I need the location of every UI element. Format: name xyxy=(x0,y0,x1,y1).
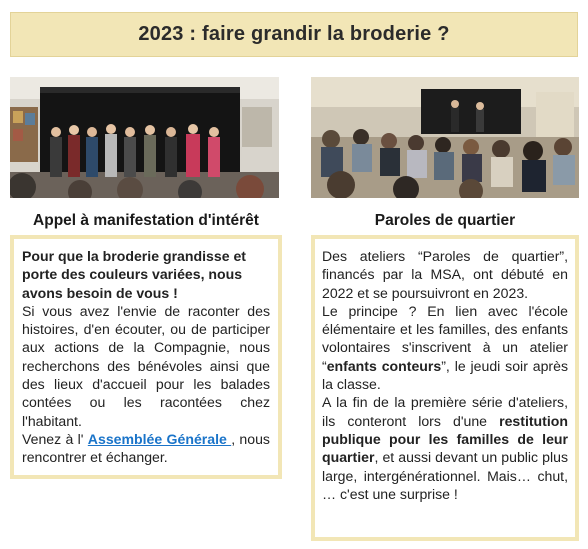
assembly-invite xyxy=(22,430,270,467)
audience-photo-image xyxy=(311,77,579,198)
rehearsal-photo-image xyxy=(10,77,279,198)
volunteer-call-box xyxy=(10,235,282,479)
left-section-title: Appel à manifestation d'intérêt xyxy=(33,212,259,229)
volunteer-call-text: Si vous avez l'envie de raconter des histoires, d'en écouter, ou de participer aux actions de la Compagnie, nous recherchons des bénévoles ainsi que des lieux d'accueil pour les balades contées ou les racontées chez l'habitant. xyxy=(22,302,270,429)
audience-photo xyxy=(311,77,579,198)
principle-bold: enfants conteurs xyxy=(326,357,442,374)
assembly-link[interactable]: Assemblée Générale xyxy=(87,430,232,447)
neighbourhood-intro: Des ateliers “Paroles de quartier”, financés par la MSA, ont débuté en 2022 et se poursuivront en 2023. xyxy=(322,248,568,301)
right-section-title: Paroles de quartier xyxy=(374,212,516,229)
finale-bold: restitution publique pour les familles de leur quartier xyxy=(322,412,568,466)
rehearsal-photo xyxy=(10,77,279,198)
finale-text-end: , et aussi devant un public plus large, intergénérationnel. Mais… chut, … c'est une surprise ! xyxy=(322,449,568,502)
neighbourhood-principle xyxy=(322,302,568,393)
neighbourhood-box xyxy=(311,235,579,541)
assembly-invite-after: , nous rencontrer et échanger. xyxy=(22,430,270,466)
neighbourhood-finale xyxy=(322,393,568,503)
principle-text-end: ”, le jeudi soir après la classe. xyxy=(322,357,569,393)
title-banner xyxy=(10,12,578,57)
page-title: 2023 : faire grandir la broderie ? xyxy=(138,23,450,45)
principle-text: Le principe ? En lien avec l'école élémentaire et les familles, des enfants volontaires s'inscrivent à un atelier “ xyxy=(322,302,568,374)
assembly-invite-before: Venez à l' xyxy=(22,430,88,447)
finale-text: A la fin de la première série d'ateliers, ils conteront lors d'une xyxy=(322,394,568,429)
volunteer-call-lead: Pour que la broderie grandisse et porte des couleurs variées, nous avons besoin de vous ! xyxy=(22,248,246,301)
